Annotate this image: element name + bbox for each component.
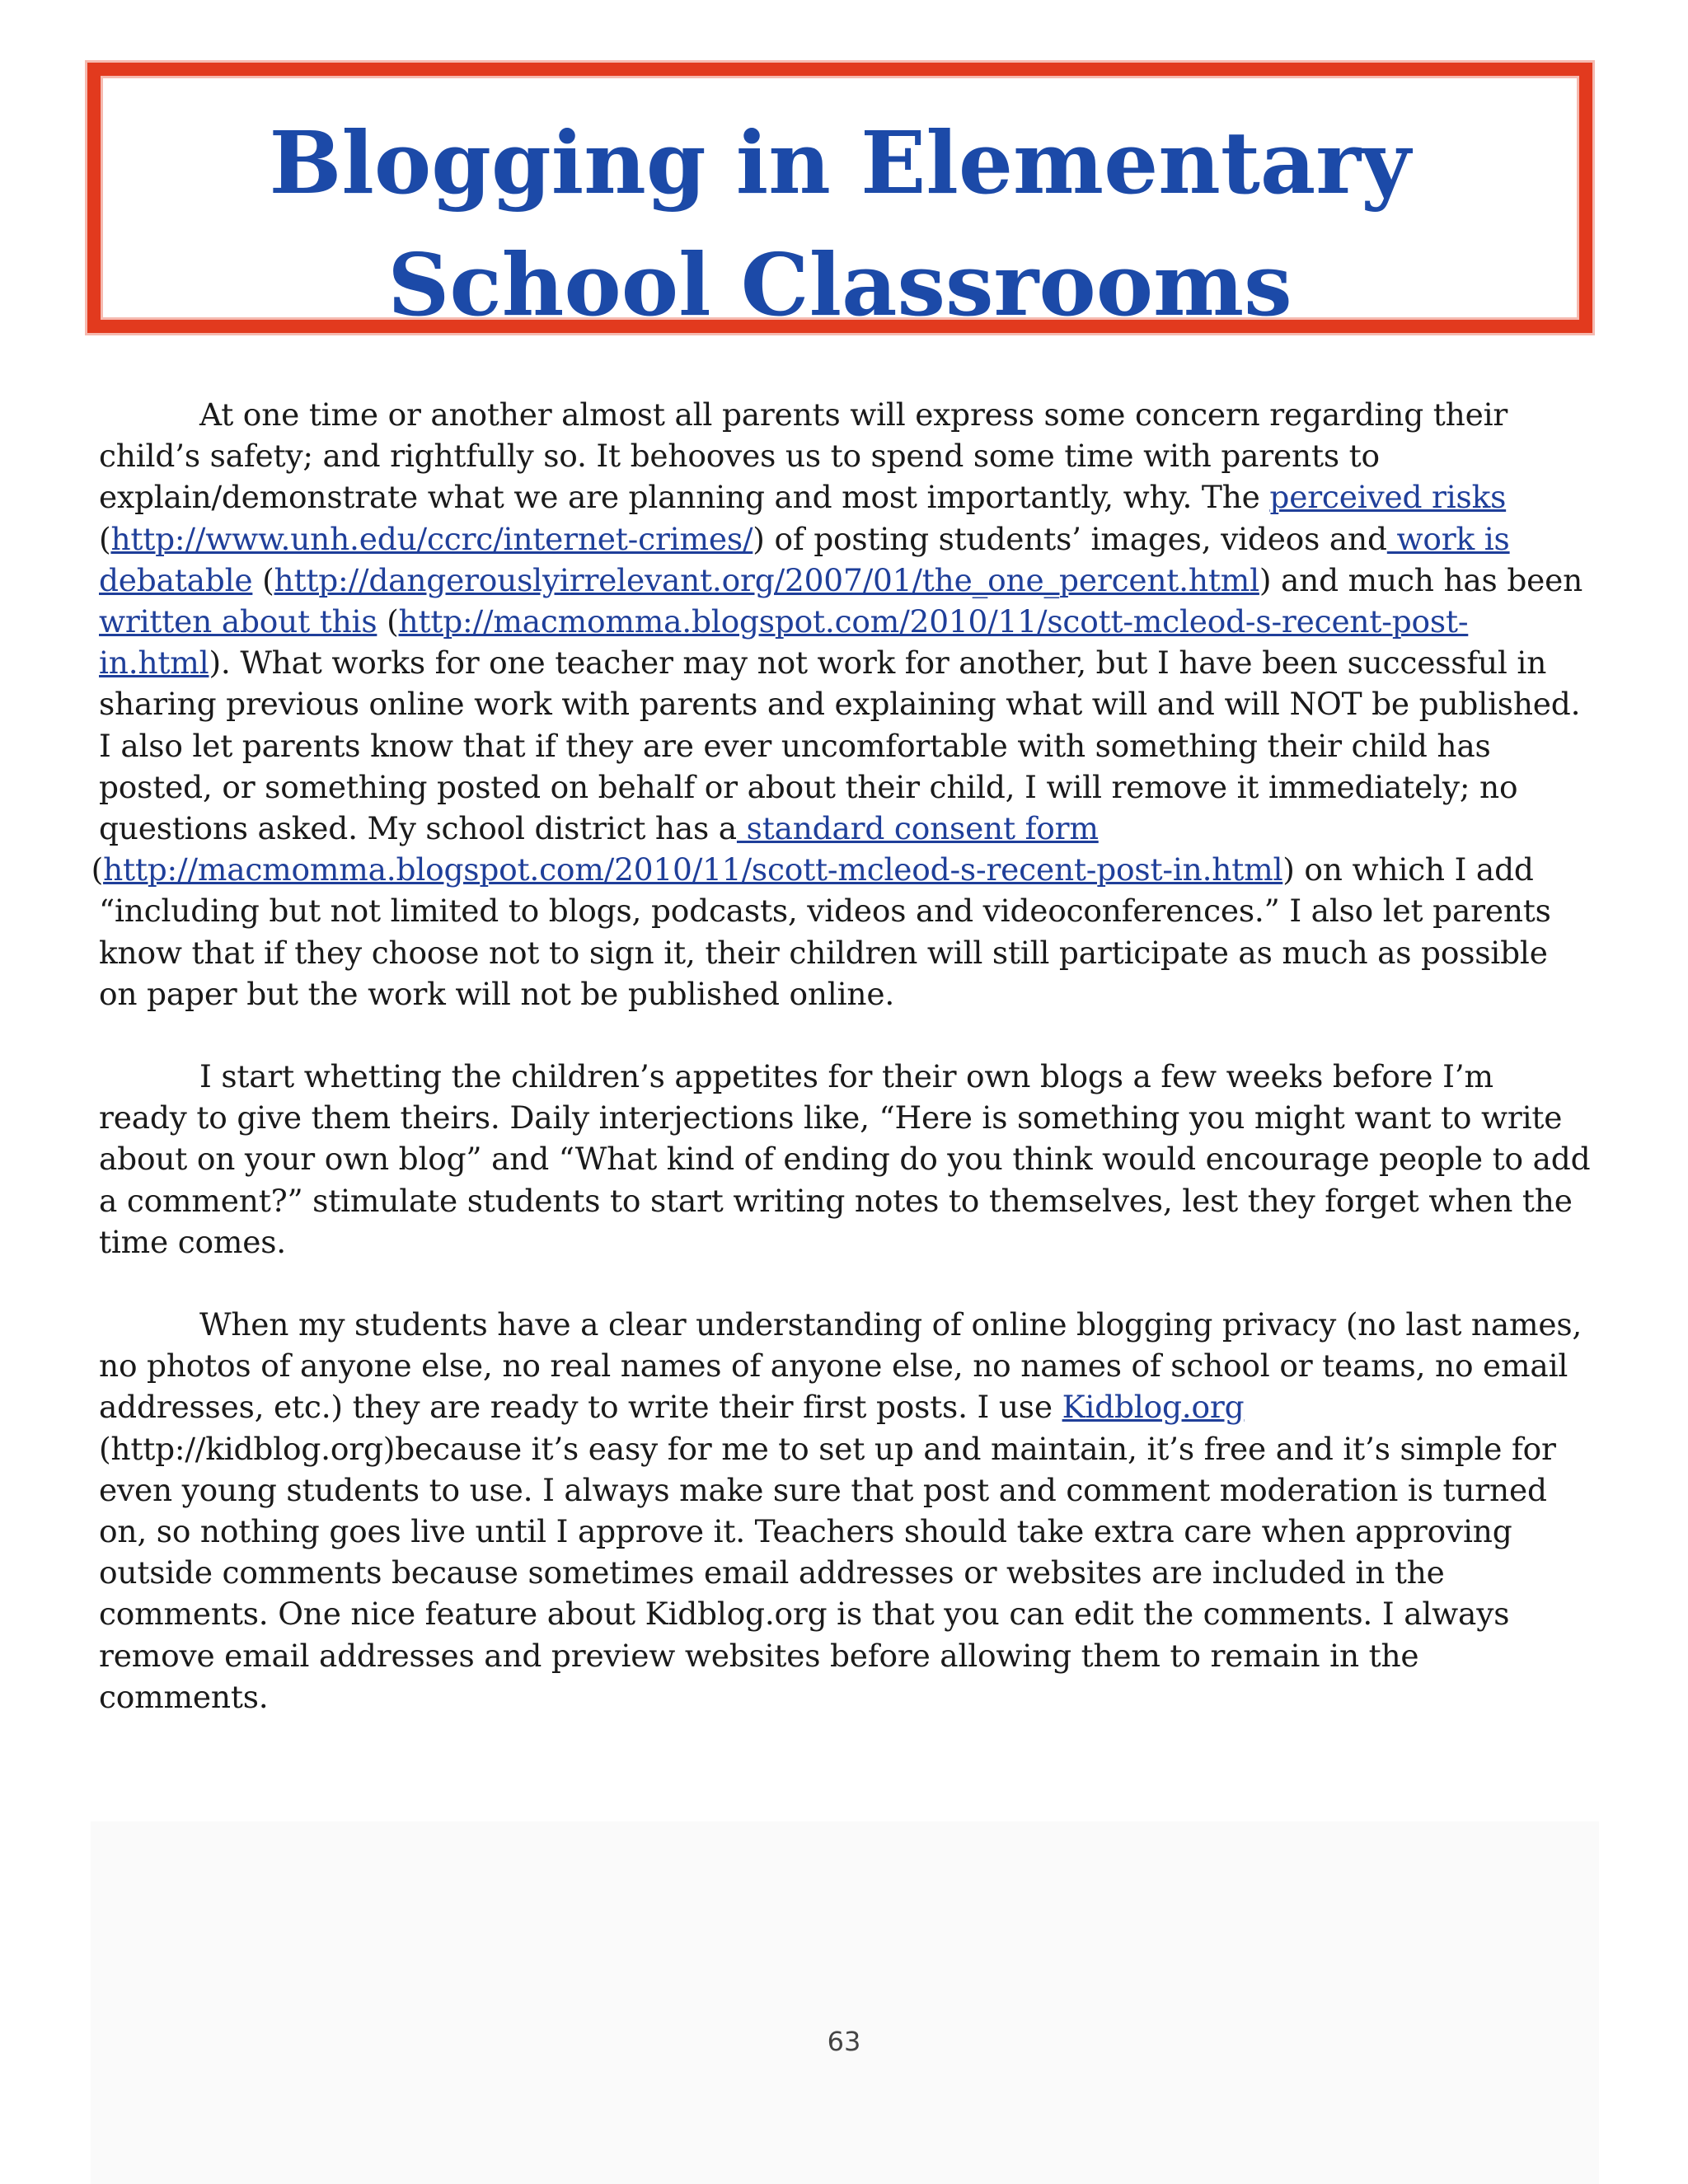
text-run: ) on which I add “including but not limited to blogs, podcasts, videos and videoconferences.” I also let parents know that if they choose not to sign it, their children will still participate as much as possible on paper but the work will not be published online. — [99, 851, 1551, 1012]
text-run: ( — [377, 603, 399, 640]
text-run: ) of posting students’ images, videos and — [753, 520, 1387, 557]
title-line-1: Blogging in Elementary — [269, 112, 1411, 213]
page-number: 63 — [827, 2026, 861, 2057]
paragraph-consent — [91, 394, 1591, 1015]
page-title — [101, 102, 1579, 346]
title-line-2: School Classrooms — [387, 234, 1292, 335]
text-run: At one time or another almost all parents will express some concern regarding their child’s safety; and rightfully so. It behooves us to spend some time with parents to explain/demonstrate what we are planning and most importantly, why. The — [99, 396, 1508, 516]
paragraph-whetting: I start whetting the children’s appetites for their own blogs a few weeks before I’m ready to give them theirs. Daily interjections like, “Here is something you might want to write about on your own blog” and “What kind of ending do you think would encourage people to add a comment?” stimulate students to start writing notes to themselves, lest they forget when the time comes. — [99, 1058, 1591, 1260]
text-run: ) and much has been — [1259, 561, 1583, 598]
text-run: ). What works for one teacher may not work for another, but I have been successful in sharing previous online work with parents and explaining what will and will NOT be published. I also let parents know that if they are ever uncomfortable with something their child has posted, or something posted on behalf or about their child, I will remove it immediately; no questions asked. My school district has a — [99, 644, 1581, 847]
link-url-unh[interactable]: http://www.unh.edu/ccrc/internet-crimes/ — [110, 520, 753, 557]
text-run: ( — [91, 851, 104, 888]
link-kidblog[interactable]: Kidblog.org — [1062, 1389, 1245, 1426]
link-perceived-risks[interactable]: perceived risks — [1269, 479, 1507, 516]
page-shade — [91, 1821, 1599, 2184]
paragraph-privacy — [99, 1304, 1591, 1718]
link-url-dangerously-irrelevant[interactable]: http://dangerouslyirrelevant.org/2007/01/the_one_percent.html — [274, 561, 1259, 598]
link-url-macmomma-1[interactable]: http://macmomma.blogspot.com/2010/11/scott-mcleod-s-recent-post-in.html — [99, 603, 1469, 682]
text-run: ( — [252, 561, 274, 598]
link-written-about-this[interactable]: written about this — [99, 603, 377, 640]
link-work-is-debatable[interactable]: work is debatable — [99, 520, 1510, 598]
link-standard-consent-form[interactable]: standard consent form — [736, 810, 1099, 847]
text-run: When my students have a clear understanding of online blogging privacy (no last names, no photos of anyone else, no real names of anyone else, no names of school or teams, no email addresses, etc.) they are ready to write their first posts. I use — [99, 1306, 1582, 1426]
text-run: (http://kidblog.org)because it’s easy for me to set up and maintain, it’s free and it’s simple for even young students to use. I always make sure that post and comment moderation is turned on, so nothing goes live until I approve it. Teachers should take extra care when approving outside comments because sometimes email addresses or websites are included in the comments. One nice feature about Kidblog.org is that you can edit the comments. I always remove email addresses and preview websites before allowing them to remain in the comments. — [99, 1430, 1556, 1715]
article-body — [91, 394, 1591, 1759]
link-url-macmomma-2[interactable]: http://macmomma.blogspot.com/2010/11/scott-mcleod-s-recent-post-in.html — [103, 851, 1283, 888]
text-run: ( — [99, 520, 111, 557]
title-frame — [87, 63, 1592, 333]
